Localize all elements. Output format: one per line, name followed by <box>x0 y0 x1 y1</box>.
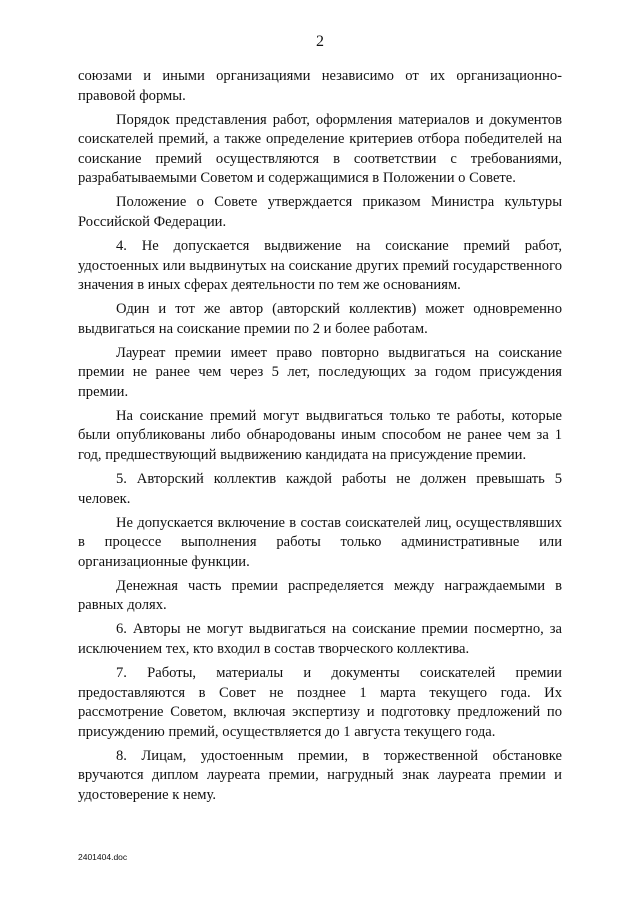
paragraph-same-author: Один и тот же автор (авторский коллектив) может одновременно выдвигаться на соискание премии по 2 и более работам. <box>78 301 562 337</box>
paragraph-submission-order: Порядок представления работ, оформления материалов и документов соискателей премий, а также определение критериев отбора победителей на соискание премий осуществляются в соответствии с требованиями, разрабатываемыми Советом и содержащимися в Положении о Совете. <box>78 111 562 187</box>
paragraph-admin-exclusion: Не допускается включение в состав соискателей лиц, осуществлявших в процессе выполнения работы только административные или организационные функции. <box>78 514 562 570</box>
document-body <box>78 67 562 810</box>
page-number: 2 <box>316 33 324 50</box>
paragraph-laureate-repeat: Лауреат премии имеет право повторно выдвигаться на соискание премии не ранее чем через 5 лет, последующих за годом присуждения премии. <box>78 344 562 400</box>
paragraph-item-4: 4. Не допускается выдвижение на соискание премий работ, удостоенных или выдвинутых на соискание других премий государственного значения в иных сферах деятельности по тем же основаниям. <box>78 237 562 294</box>
paragraph-item-8: 8. Лицам, удостоенным премии, в торжественной обстановке вручаются диплом лауреата премии, нагрудный знак лауреата премии и удостоверение к нему. <box>78 747 562 803</box>
footer-filename: 2401404.doc <box>78 852 128 862</box>
paragraph-money-distribution: Денежная часть премии распределяется между награждаемыми в равных долях. <box>78 577 562 614</box>
paragraph-item-7: 7. Работы, материалы и документы соискателей премии предоставляются в Совет не позднее 1 марта текущего года. Их рассмотрение Советом, включая экспертизу и подготовку предложений по присуждению премий, осуществляется до 1 августа текущего года. <box>78 664 562 740</box>
paragraph-continuation: союзами и иными организациями независимо от их организационно-правовой формы. <box>78 68 562 104</box>
paragraph-item-5: 5. Авторский коллектив каждой работы не должен превышать 5 человек. <box>78 471 562 507</box>
paragraph-item-6: 6. Авторы не могут выдвигаться на соискание премии посмертно, за исключением тех, кто входил в состав творческого коллектива. <box>78 621 562 657</box>
paragraph-eligible-works: На соискание премий могут выдвигаться только те работы, которые были опубликованы либо обнародованы иным способом не ранее чем за 1 год, предшествующий выдвижению кандидата на присуждение премии. <box>78 407 562 464</box>
paragraph-council-regulation: Положение о Совете утверждается приказом Министра культуры Российской Федерации. <box>78 194 562 230</box>
